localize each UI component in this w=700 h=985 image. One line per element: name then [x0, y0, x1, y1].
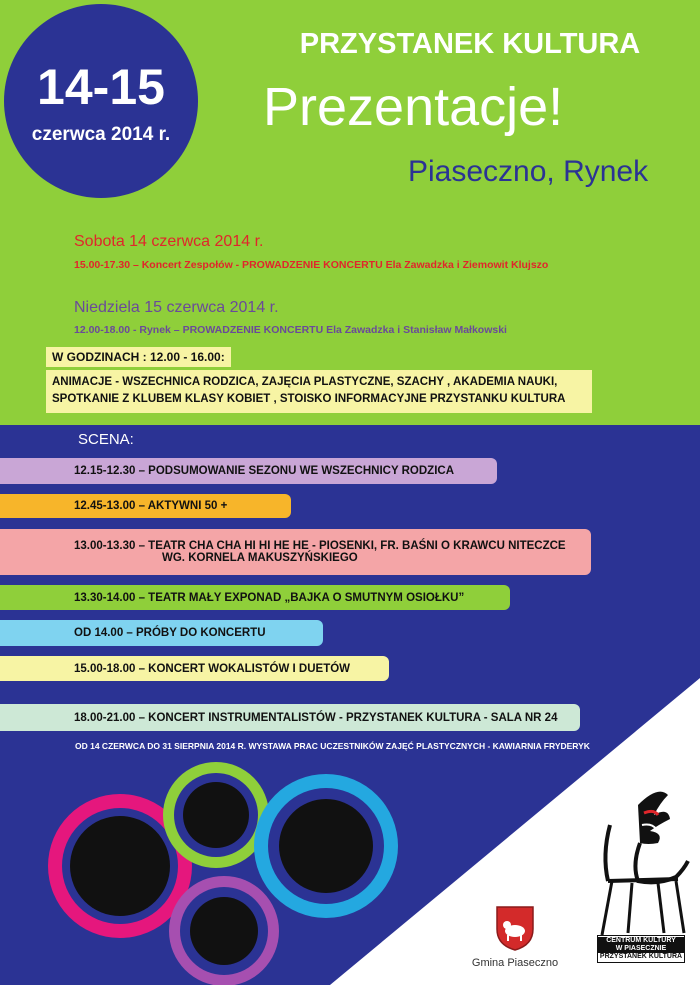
- ring-blue: [254, 774, 398, 918]
- scena-item-3-text: 13.00-13.30 – TEATR CHA CHA HI HI HE HE - PIOSENKI, FR. BAŚNI O KRAWCU NITECZCE: [74, 540, 566, 552]
- activities-hours-label: W GODZINACH : 12.00 - 16.00:: [46, 347, 231, 367]
- ring-purple: [169, 876, 279, 985]
- scena-item-7-text: 18.00-21.00 – KONCERT INSTRUMENTALISTÓW - PRZYSTANEK KULTURA - SALA NR 24: [74, 711, 558, 724]
- scena-item-1-text: 12.15-12.30 – PODSUMOWANIE SEZONU WE WSZECHNICY RODZICA: [74, 465, 454, 477]
- ck-line-3: PRZYSTANEK KULTURA: [599, 953, 683, 961]
- date-month: czerwca 2014 r.: [31, 124, 171, 145]
- saturday-detail: 15.00-17.30 – Koncert Zespołów - PROWADZENIE KONCERTU Ela Zawadzka i Ziemowit Klujszo: [74, 259, 549, 271]
- event-title: Prezentacje!: [263, 77, 564, 137]
- exhibition-note: OD 14 CZERWCA DO 31 SIERPNIA 2014 R. WYSTAWA PRAC UCZESTNIKÓW ZAJĘĆ PLASTYCZNYCH - KAWIARNIA FRYDERYK: [75, 741, 590, 751]
- centrum-kultury-label: [597, 935, 685, 963]
- scena-item-2-text: 12.45-13.00 – AKTYWNI 50 +: [74, 500, 228, 512]
- date-range: 14-15: [37, 59, 165, 115]
- scena-label: SCENA:: [78, 431, 134, 448]
- scena-item-5-text: OD 14.00 – PRÓBY DO KONCERTU: [74, 627, 266, 639]
- gmina-crest-icon: [495, 905, 535, 951]
- scena-item-4-text: 13.30-14.00 – TEATR MAŁY EXPONAD „BAJKA O SMUTNYM OSIOŁKU”: [74, 591, 465, 604]
- organizer-title: PRZYSTANEK KULTURA: [299, 28, 641, 60]
- event-location: Piaseczno, Rynek: [408, 155, 649, 188]
- ck-line-2: W PIASECZNIE: [598, 945, 684, 953]
- ring-green: [163, 762, 269, 868]
- sunday-detail: 12.00-18.00 - Rynek – PROWADZENIE KONCERTU Ela Zawadzka i Stanisław Małkowski: [74, 324, 507, 336]
- activities-line-1: ANIMACJE - WSZECHNICA RODZICA, ZAJĘCIA PLASTYCZNE, SZACHY , AKADEMIA NAUKI,: [52, 376, 558, 388]
- scena-item-6-text: 15.00-18.00 – KONCERT WOKALISTÓW I DUETÓW: [74, 662, 351, 675]
- saturday-heading: Sobota 14 czerwca 2014 r.: [74, 233, 264, 250]
- sunday-heading: Niedziela 15 czerwca 2014 r.: [74, 299, 279, 316]
- activities-line-2: SPOTKANIE Z KLUBEM KLASY KOBIET , STOISKO INFORMACYJNE PRZYSTANKU KULTURA: [52, 393, 566, 406]
- scena-item-3-text-2: WG. KORNELA MAKUSZYŃSKIEGO: [162, 552, 358, 564]
- gmina-label: Gmina Piaseczno: [471, 957, 559, 969]
- ck-line-1: CENTRUM KULTURY: [598, 937, 684, 945]
